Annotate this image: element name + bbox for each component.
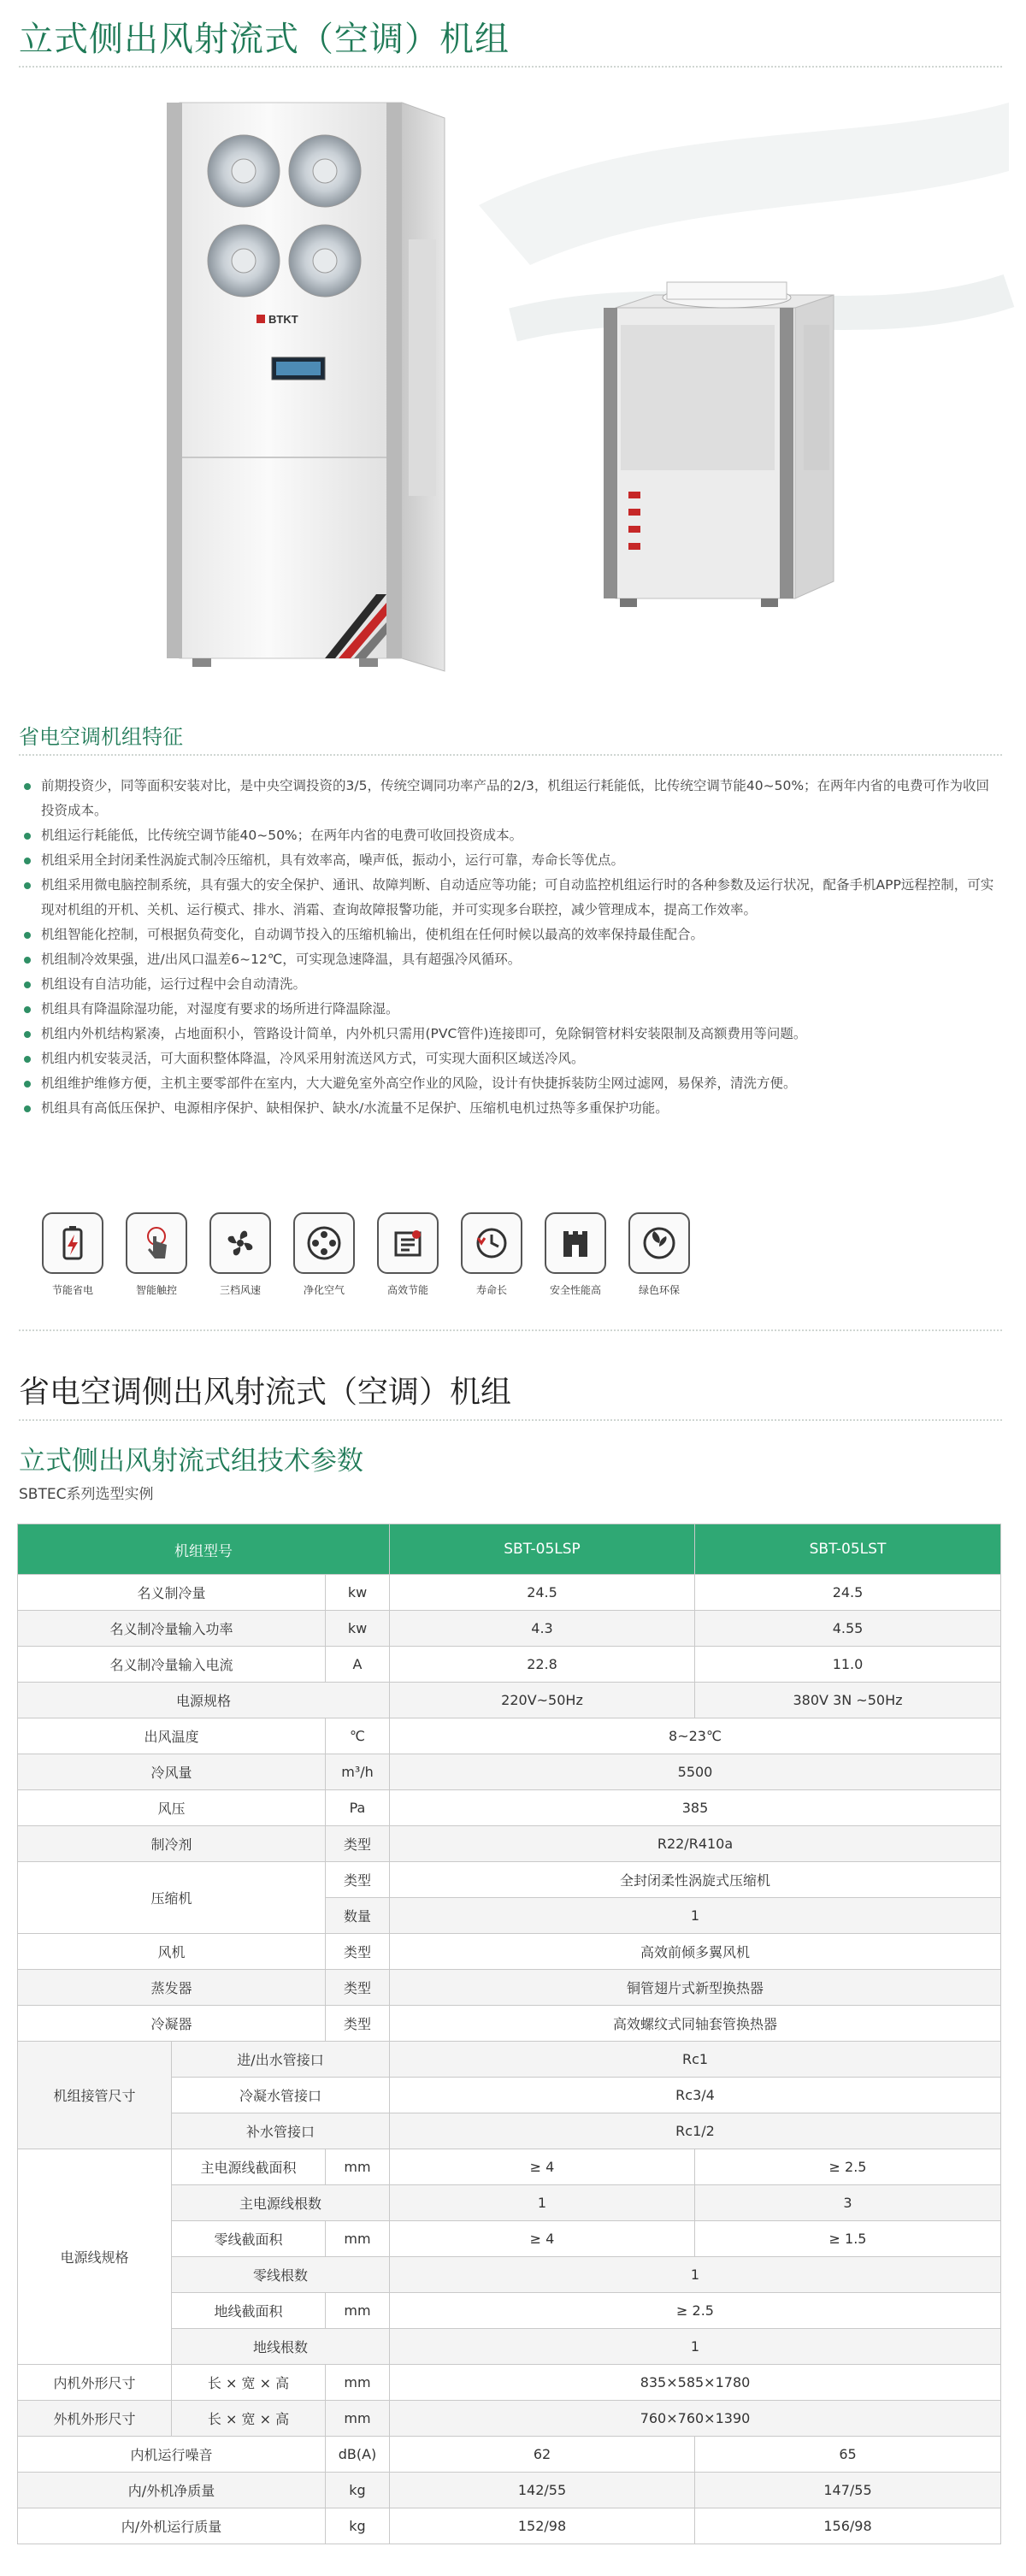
features-list: [19, 774, 1002, 1121]
header-cell: SBT-05LSP: [390, 1524, 695, 1575]
table-row: 名义制冷量输入电流 A 22.8 11.0: [18, 1647, 1001, 1683]
table-row: 名义制冷量 kw 24.5 24.5: [18, 1575, 1001, 1611]
feature-item: 机组内机安装灵活，可大面积整体降温，冷风采用射流送风方式，可实现大面积区域送冷风。: [19, 1046, 1002, 1071]
table-row: 外机外形尺寸 长 × 宽 × 高 mm 760×760×1390: [18, 2401, 1001, 2437]
feature-item: 机组采用微电脑控制系统，具有强大的安全保护、通讯、故障判断、自动适应等功能；可自动监控机组运行时的各种参数及运行状况，配备手机APP远程控制，可实现对机组的开机、关机、运行模式、排水、消霜、查询故障报警功能，并可实现多台联控，减少管理成本，提高工作效率。: [19, 873, 1002, 923]
table-row: 补水管接口 Rc1/2: [18, 2113, 1001, 2149]
table-row: 主电源线根数 1 3: [18, 2185, 1001, 2221]
features-divider: [19, 754, 1002, 756]
brand-logo: BTKT: [268, 313, 298, 326]
feature-icon-row: [34, 1212, 752, 1298]
table-row: 风机 类型 高效前倾多翼风机: [18, 1934, 1001, 1970]
feature-icon-item: 寿命长: [453, 1212, 530, 1297]
table-row: 电源线规格 主电源线截面积 mm ≥ 4 ≥ 2.5: [18, 2149, 1001, 2185]
efficiency-icon: [377, 1212, 439, 1274]
feature-item: 机组具有降温除湿功能，对湿度有要求的场所进行降温除湿。: [19, 997, 1002, 1022]
table-row: 数量 1: [18, 1898, 1001, 1934]
section-divider: [19, 1419, 1002, 1421]
feature-icon-item: 绿色环保: [621, 1212, 698, 1297]
feature-item: 机组设有自洁功能，运行过程中会自动清洗。: [19, 972, 1002, 997]
table-row: 内机运行噪音 dB(A) 62 65: [18, 2437, 1001, 2473]
features-title: 省电空调机组特征: [19, 725, 183, 749]
title-divider: [19, 66, 1002, 68]
table-row: 电源规格 220V~50Hz 380V 3N ~50Hz: [18, 1683, 1001, 1718]
header-cell: 机组型号: [18, 1524, 390, 1575]
feature-item: 机组维护维修方便，主机主要零部件在室内，大大避免室外高空作业的风险，设计有快捷拆装防尘网过滤网，易保养，清洗方便。: [19, 1071, 1002, 1096]
table-row: 风压 Pa 385: [18, 1790, 1001, 1826]
feature-item: 机组制冷效果强，进/出风口温差6~12℃，可实现急速降温，具有超强冷风循环。: [19, 947, 1002, 972]
feature-item: 机组具有高低压保护、电源相序保护、缺相保护、缺水/水流量不足保护、压缩机电机过热等多重保护功能。: [19, 1096, 1002, 1121]
feature-item: 机组采用全封闭柔性涡旋式制冷压缩机，具有效率高，噪声低，振动小，运行可靠，寿命长等优点。: [19, 848, 1002, 873]
table-row: 零线根数 1: [18, 2257, 1001, 2293]
table-row: 压缩机 类型 全封闭柔性涡旋式压缩机: [18, 1862, 1001, 1898]
feature-item: 机组运行耗能低，比传统空调节能40~50%；在两年内省的电费可收回投资成本。: [19, 823, 1002, 848]
table-row: 蒸发器 类型 铜管翅片式新型换热器: [18, 1970, 1001, 2006]
feature-item: 机组内外机结构紧凑，占地面积小，管路设计简单，内外机只需用(PVC管件)连接即可，免除铜管材料安装限制及高额费用等问题。: [19, 1022, 1002, 1046]
feature-icon-item: 智能触控: [118, 1212, 195, 1297]
feature-icon-item: 三档风速: [202, 1212, 279, 1297]
table-row: 制冷剂 类型 R22/R410a: [18, 1826, 1001, 1862]
table-row: 内/外机净质量 kg 142/55 147/55: [18, 2473, 1001, 2508]
table-row: 内机外形尺寸 长 × 宽 × 高 mm 835×585×1780: [18, 2365, 1001, 2401]
table-row: 内/外机运行质量 kg 152/98 156/98: [18, 2508, 1001, 2544]
outdoor-unit-illustration: [604, 282, 834, 607]
feature-icon-item: 节能省电: [34, 1212, 111, 1297]
table-row: 名义制冷量输入功率 kw 4.3 4.55: [18, 1611, 1001, 1647]
feature-item: 机组智能化控制，可根据负荷变化，自动调节投入的压缩机输出，使机组在任何时候以最高的效率保持最佳配合。: [19, 923, 1002, 947]
spec-title: 立式侧出风射流式组技术参数: [19, 1446, 363, 1477]
header-cell: SBT-05LST: [695, 1524, 1001, 1575]
table-row: 零线截面积 mm ≥ 4 ≥ 1.5: [18, 2221, 1001, 2257]
safety-icon: [545, 1212, 606, 1274]
touch-control-icon: [126, 1212, 187, 1274]
battery-saving-icon: [42, 1212, 103, 1274]
air-purify-icon: [293, 1212, 355, 1274]
lifespan-icon: [461, 1212, 522, 1274]
table-row: 地线截面积 mm ≥ 2.5: [18, 2293, 1001, 2329]
feature-icon-item: 净化空气: [286, 1212, 363, 1297]
hero-product-image: [0, 68, 1026, 718]
feature-icon-item: 高效节能: [369, 1212, 446, 1297]
eco-icon: [628, 1212, 690, 1274]
table-row: 冷风量 m³/h 5500: [18, 1754, 1001, 1790]
table-row: 出风温度 ℃ 8~23℃: [18, 1718, 1001, 1754]
feature-icon-item: 安全性能高: [537, 1212, 614, 1297]
spec-series-label: SBTEC系列选型实例: [19, 1486, 154, 1503]
spec-header-row: [18, 1524, 1001, 1575]
table-row: 机组接管尺寸 进/出水管接口 Rc1: [18, 2042, 1001, 2078]
indoor-unit-illustration: [167, 103, 445, 671]
feature-item: 前期投资少，同等面积安装对比，是中央空调投资的3/5，传统空调同功率产品的2/3，机组运行耗能低，比传统空调节能40~50%；在两年内省的电费可作为收回投资成本。: [19, 774, 1002, 823]
table-row: 地线根数 1: [18, 2329, 1001, 2365]
spec-table: [17, 1524, 1001, 2544]
page-title: 立式侧出风射流式（空调）机组: [19, 20, 510, 59]
table-row: 冷凝器 类型 高效螺纹式同轴套管换热器: [18, 2006, 1001, 2042]
table-row: 冷凝水管接口 Rc3/4: [18, 2078, 1001, 2113]
fan-icon: [209, 1212, 271, 1274]
section-title: 省电空调侧出风射流式（空调）机组: [19, 1375, 512, 1410]
icons-divider: [19, 1329, 1002, 1331]
